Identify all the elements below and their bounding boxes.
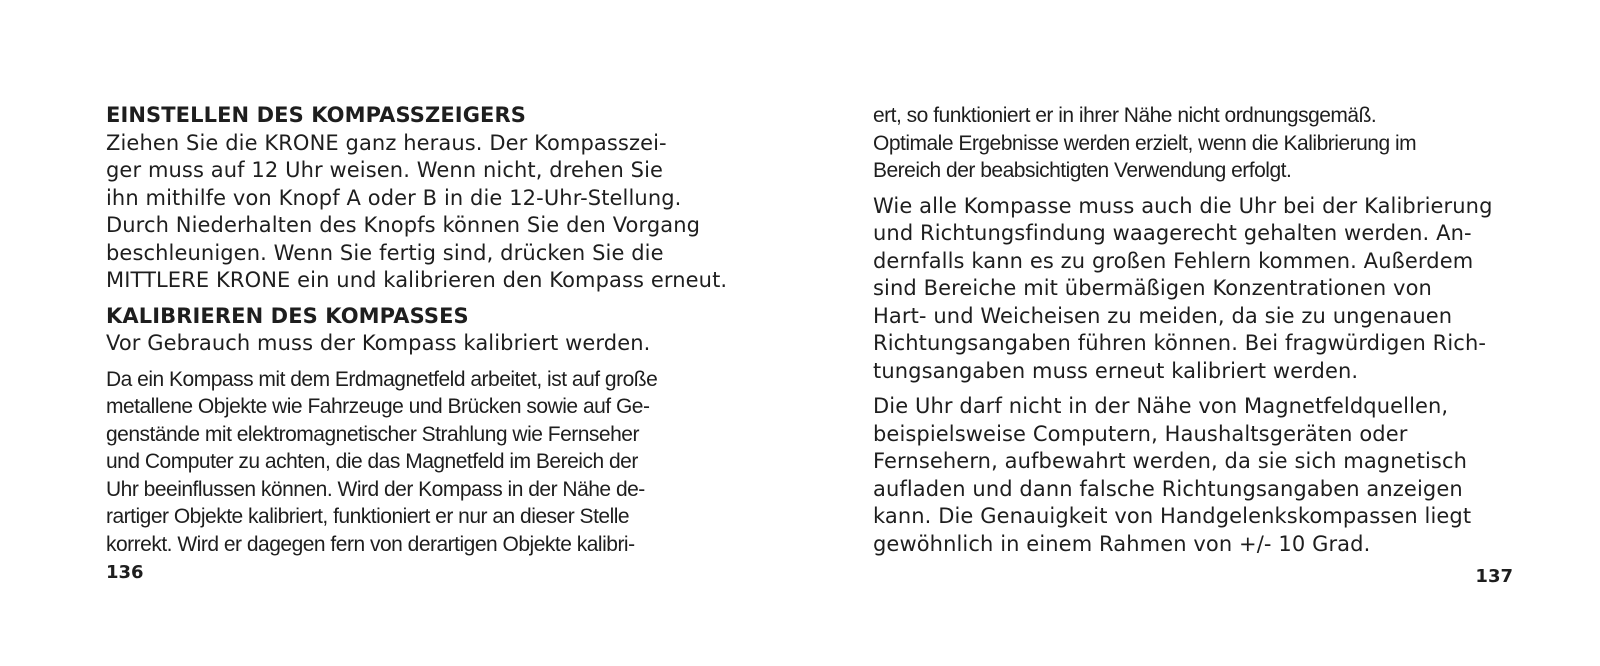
text-line: kann. Die Genauigkeit von Handgelenkskompassen liegt	[873, 504, 1472, 528]
paragraph-level-holding	[873, 193, 1513, 386]
text-line: beschleunigen. Wenn Sie fertig sind, drücken Sie die	[106, 240, 664, 265]
paragraph-calibrate-intro	[106, 330, 746, 358]
text-line: Uhr beeinflussen können. Wird der Kompass in der Nähe de-	[106, 477, 645, 501]
heading-compass-pointer: EINSTELLEN DES KOMPASSZEIGERS	[106, 103, 526, 127]
page-number-left: 136	[106, 562, 144, 583]
right-page-content	[873, 102, 1513, 566]
text-line: rartiger Objekte kalibriert, funktioniert er nur an dieser Stelle	[106, 505, 630, 528]
text-line: beispielsweise Computern, Haushaltsgeräten oder	[873, 421, 1408, 446]
right-page	[873, 0, 1513, 666]
text-line: Bereich der beabsichtigten Verwendung erfolgt.	[873, 159, 1292, 182]
text-line: Die Uhr darf nicht in der Nähe von Magnetfeldquellen,	[873, 394, 1449, 418]
text-line: aufladen und dann falsche Richtungsangaben anzeigen	[873, 476, 1463, 501]
text-line: ihn mithilfe von Knopf A oder B in die 12-Uhr-Stellung.	[106, 185, 682, 210]
text-line: genstände mit elektromagnetischer Strahlung wie Fernseher	[106, 422, 639, 446]
text-line: und Richtungsfindung waagerecht gehalten werden. An-	[873, 221, 1472, 245]
text-line: Vor Gebrauch muss der Kompass kalibriert werden.	[106, 331, 651, 355]
text-line: Fernsehern, aufbewahrt werden, da sie sich magnetisch	[873, 449, 1468, 473]
text-line: gewöhnlich in einem Rahmen von +/- 10 Grad.	[873, 531, 1371, 556]
left-page-content	[106, 102, 746, 566]
text-line: sind Bereiche mit übermäßigen Konzentrationen von	[873, 276, 1432, 300]
text-line: Optimale Ergebnisse werden erzielt, wenn die Kalibrierung im	[873, 131, 1417, 155]
text-line: Wie alle Kompasse muss auch die Uhr bei der Kalibrierung	[873, 193, 1493, 218]
text-line: metallene Objekte wie Fahrzeuge und Brücken sowie auf Ge-	[106, 395, 650, 418]
text-line: und Computer zu achten, die das Magnetfeld im Bereich der	[106, 450, 638, 473]
text-line: ger muss auf 12 Uhr weisen. Wenn nicht, drehen Sie	[106, 158, 664, 182]
text-line: dernfalls kann es zu großen Fehlern kommen. Außerdem	[873, 248, 1474, 273]
text-line: Da ein Kompass mit dem Erdmagnetfeld arbeitet, ist auf große	[106, 367, 658, 391]
text-line: Richtungsangaben führen können. Bei fragwürdigen Rich-	[873, 331, 1487, 355]
left-page	[106, 0, 746, 666]
paragraph-magnetic-field	[106, 366, 746, 559]
heading-calibrate-compass: KALIBRIEREN DES KOMPASSES	[106, 303, 469, 328]
text-line: Ziehen Sie die KRONE ganz heraus. Der Kompasszei-	[106, 130, 667, 155]
text-line: ert, so funktioniert er in ihrer Nähe nicht ordnungsgemäß.	[873, 104, 1377, 127]
text-line: korrekt. Wird er dagegen fern von derartigen Objekte kalibri-	[106, 532, 635, 556]
text-line: Durch Niederhalten des Knopfs können Sie den Vorgang	[106, 213, 701, 237]
paragraph-calibration-location	[873, 102, 1513, 185]
paragraph-storage-accuracy	[873, 393, 1513, 558]
text-line: tungsangaben muss erneut kalibriert werden.	[873, 358, 1359, 383]
text-line: Hart- und Weicheisen zu meiden, da sie zu ungenauen	[873, 303, 1453, 328]
page-number-right: 137	[1475, 566, 1513, 587]
text-line: MITTLERE KRONE ein und kalibrieren den Kompass erneut.	[106, 268, 728, 292]
paragraph-compass-pointer	[106, 130, 746, 295]
